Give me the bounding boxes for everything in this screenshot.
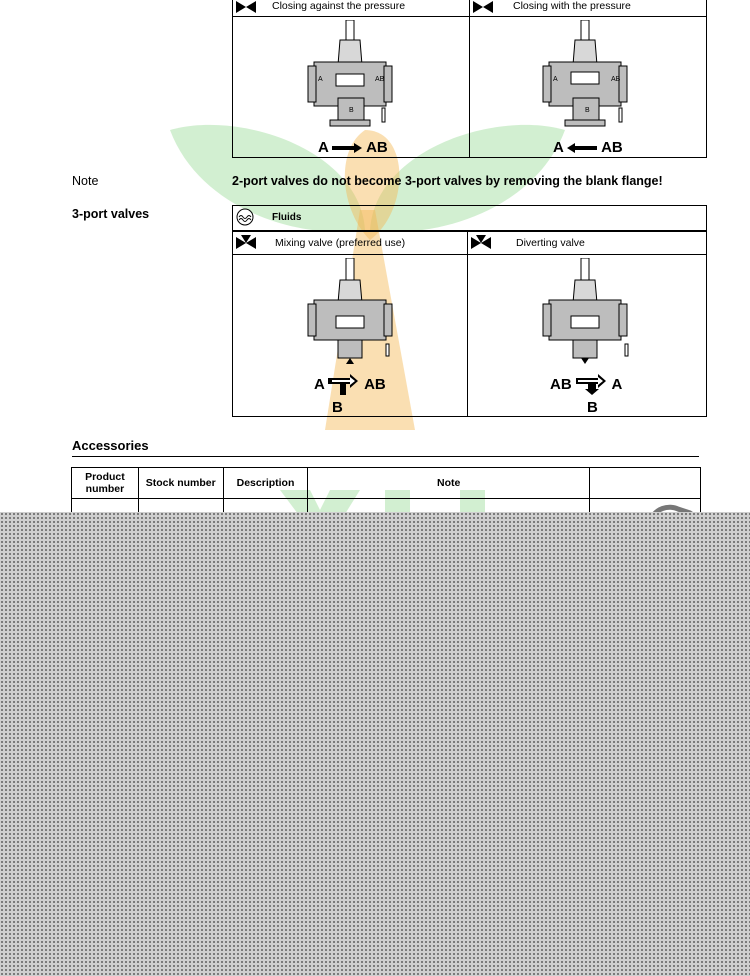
mixing-flow-diagram: A AB xyxy=(314,376,394,395)
obscured-region xyxy=(0,512,750,976)
diverting-valve-label: Diverting valve xyxy=(516,237,585,249)
closing-against-pressure-label: Closing against the pressure xyxy=(272,0,406,12)
closing-with-pressure-label: Closing with the pressure xyxy=(513,0,631,12)
accessories-title: Accessories xyxy=(72,438,149,453)
port-a-label: A xyxy=(318,76,323,83)
mixing-arrow-icon xyxy=(328,373,360,395)
port-ab-label: AB xyxy=(375,76,385,83)
note-text: 2-port valves do not become 3-port valves by removing the blank flange! xyxy=(232,174,663,188)
diverting-arrow-icon xyxy=(576,373,608,395)
fluids-header-frame xyxy=(232,205,707,231)
mixing-port-b-label: B xyxy=(332,399,343,416)
flow-ab-to-a-right: A AB xyxy=(553,139,623,156)
three-port-valves-label: 3-port valves xyxy=(72,207,150,221)
arrow-right-icon xyxy=(332,143,362,153)
valve-cross-section-diverting xyxy=(535,258,645,368)
col-product-number: Product number xyxy=(72,468,139,499)
col-description: Description xyxy=(223,468,308,499)
mixing-valve-symbol-icon xyxy=(236,235,256,251)
note-label: Note xyxy=(72,174,99,188)
valve-cross-section-mixing xyxy=(300,258,410,368)
diverting-valve-symbol-icon xyxy=(471,235,491,251)
port-a-label: A xyxy=(553,76,558,83)
col-stock-number: Stock number xyxy=(138,468,223,499)
fluid-wave-icon xyxy=(236,208,254,226)
diverting-port-b-label: B xyxy=(587,399,598,416)
arrow-left-icon xyxy=(567,143,597,153)
port-b-label: B xyxy=(349,107,354,114)
port-ab-label: AB xyxy=(611,76,621,83)
table-header-row xyxy=(72,468,701,499)
valve-symbol-icon xyxy=(473,1,493,13)
diverting-flow-diagram: AB A xyxy=(550,376,630,395)
col-image xyxy=(589,468,700,499)
valve-cross-section-2port-against xyxy=(300,20,410,132)
port-b-label: B xyxy=(585,107,590,114)
fluids-label: Fluids xyxy=(272,212,302,223)
accessories-divider xyxy=(72,456,699,457)
valve-cross-section-2port-with xyxy=(535,20,645,132)
flow-a-to-ab-left: A AB xyxy=(318,139,388,156)
mixing-valve-label: Mixing valve (preferred use) xyxy=(275,237,406,249)
col-note: Note xyxy=(308,468,590,499)
valve-symbol-icon xyxy=(236,1,256,13)
